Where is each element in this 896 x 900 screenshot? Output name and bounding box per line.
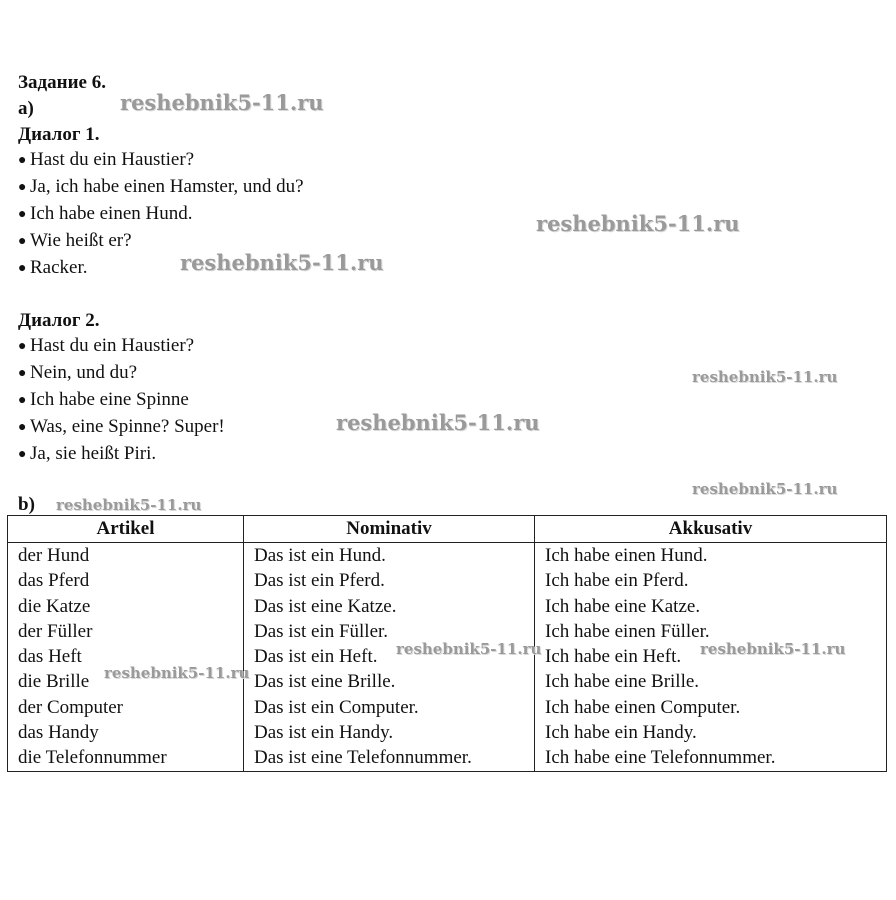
dialog1-line: ● Ja, ich habe einen Hamster, und du? [18, 176, 304, 197]
watermark: reshebnik5-11.ru [536, 211, 740, 236]
dialog2-title: Диалог 2. [18, 310, 100, 331]
table-cell: der Hund [18, 545, 90, 566]
part-a-label: а) [18, 98, 34, 119]
dialog2-line: ● Hast du ein Haustier? [18, 335, 195, 356]
bullet-icon: ● [18, 153, 27, 168]
table-cell: Ich habe eine Brille. [545, 671, 700, 693]
part-b-label: b) [18, 494, 35, 515]
table-cell: die Katze [18, 595, 91, 617]
watermark: reshebnik5-11.ru [396, 640, 542, 658]
bullet-icon: ● [18, 393, 27, 408]
bullet-icon: ● [18, 234, 27, 249]
table-cell: Ich habe einen Füller. [545, 620, 710, 642]
table-cell: die Telefonnummer [18, 747, 167, 769]
table-cell: Das ist eine Katze. [254, 595, 397, 617]
watermark: reshebnik5-11.ru [692, 368, 838, 386]
table-cell: Ich habe einen Hund. [545, 545, 708, 566]
table-cell: Ich habe eine Katze. [545, 595, 701, 617]
table-cell: Das ist ein Pferd. [254, 570, 385, 592]
table-cell: Das ist ein Computer. [254, 696, 419, 718]
table-cell: der Füller [18, 620, 93, 642]
dialog2-line: ● Nein, und du? [18, 362, 138, 383]
table-cell: Ich habe einen Computer. [545, 696, 741, 718]
bullet-icon: ● [18, 447, 27, 462]
dialog1-line: ● Hast du ein Haustier? [18, 149, 195, 170]
table-cell: Ich habe ein Heft. [545, 646, 682, 668]
header-akkusativ: Akkusativ [535, 516, 887, 543]
table-cell: Das ist eine Telefonnummer. [254, 747, 472, 769]
watermark: reshebnik5-11.ru [700, 640, 846, 658]
bullet-icon: ● [18, 420, 27, 435]
watermark: reshebnik5-11.ru [692, 480, 838, 498]
table-cell: die Brille [18, 671, 90, 693]
bullet-icon: ● [18, 180, 27, 195]
dialog2-line: ● Ich habe eine Spinne [18, 389, 189, 410]
dialog1-title: Диалог 1. [18, 124, 100, 145]
dialog2-line: ● Was, eine Spinne? Super! [18, 416, 225, 437]
bullet-icon: ● [18, 261, 27, 276]
dialog1-line: ● Ich habe einen Hund. [18, 203, 193, 224]
watermark: reshebnik5-11.ru [120, 90, 324, 115]
table-cell: Das ist ein Füller. [254, 620, 389, 642]
table-cell: der Computer [18, 696, 124, 718]
watermark: reshebnik5-11.ru [56, 496, 202, 514]
table-header-row [8, 516, 887, 543]
artikel-column [8, 543, 244, 772]
table-cell: Das ist ein Handy. [254, 722, 394, 744]
dialog1-line: ● Racker. [18, 257, 88, 278]
table-cell: Das ist ein Hund. [254, 545, 386, 566]
table-cell: das Heft [18, 646, 82, 668]
bullet-icon: ● [18, 207, 27, 222]
watermark: reshebnik5-11.ru [336, 410, 540, 435]
table-cell: das Handy [18, 722, 99, 744]
table-cell: das Pferd [18, 570, 90, 592]
table-cell: Ich habe ein Handy. [545, 722, 697, 744]
table-cell: Das ist ein Heft. [254, 646, 378, 668]
table-cell: Ich habe eine Telefonnummer. [545, 747, 776, 769]
watermark: reshebnik5-11.ru [104, 664, 250, 682]
table-cell: Das ist eine Brille. [254, 671, 396, 693]
task-title: Задание 6. [18, 72, 106, 93]
bullet-icon: ● [18, 339, 27, 354]
header-artikel: Artikel [8, 516, 244, 543]
dialog2-line: ● Ja, sie heißt Piri. [18, 443, 157, 464]
dialog1-line: ● Wie heißt er? [18, 230, 132, 251]
table-cell: Ich habe ein Pferd. [545, 570, 689, 592]
bullet-icon: ● [18, 366, 27, 381]
header-nominativ: Nominativ [244, 516, 535, 543]
watermark: reshebnik5-11.ru [180, 250, 384, 275]
